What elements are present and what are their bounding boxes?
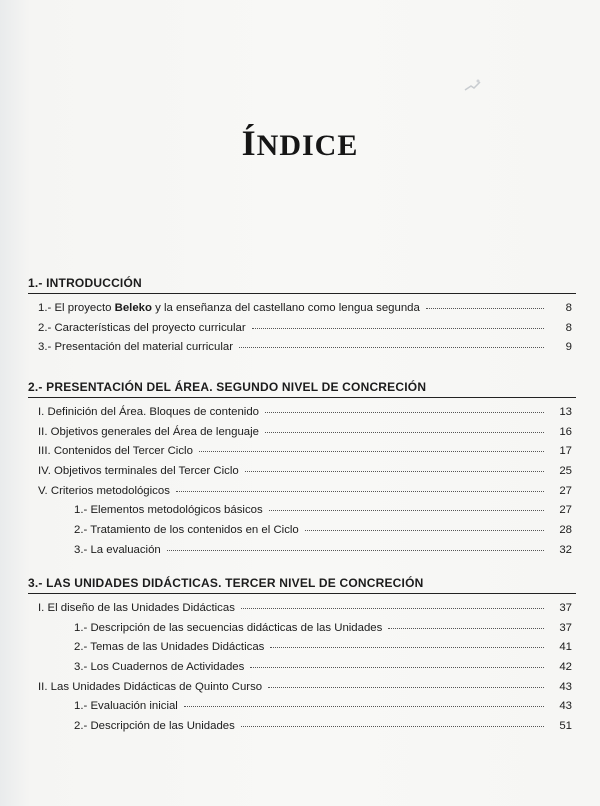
toc-entry-text — [38, 445, 193, 457]
toc-entry — [28, 700, 576, 720]
toc-entry-text-part: III. Contenidos del Tercer Ciclo — [38, 445, 193, 458]
toc-entry-text-part: y la enseñanza del castellano como lengua segunda — [151, 302, 420, 314]
toc-entry-text — [74, 524, 299, 536]
toc-entry — [28, 504, 576, 524]
toc-page-number: 27 — [559, 484, 572, 497]
toc-entry-text-part: II. Objetivos generales del Área de lenguaje — [38, 425, 259, 438]
toc-entry-text — [74, 544, 161, 556]
toc-entry-text-part: 3.- Presentación del material curricular — [38, 341, 233, 354]
toc-entry — [28, 602, 576, 622]
toc-entry-text — [38, 602, 235, 614]
toc-entry-text-part: 1.- El proyecto — [38, 302, 115, 314]
toc-entry-text — [38, 341, 233, 353]
title-initial: Í — [241, 123, 257, 163]
toc-entry-text-part: 3.- La evaluación — [74, 543, 161, 556]
toc-entry-text-part: II. Las Unidades Didácticas de Quinto Curso — [38, 680, 263, 693]
toc-entry-text — [74, 720, 235, 732]
dot-leader — [265, 431, 544, 433]
dot-leader — [176, 490, 544, 492]
toc-entry-text-part: V. Criterios metodológicos — [38, 484, 170, 497]
toc-entry-text-part: 1.- Descripción de las secuencias didácticas de las Unidades — [74, 621, 383, 634]
dot-leader — [241, 607, 544, 609]
toc-entry-text — [74, 661, 244, 673]
dot-leader — [268, 686, 544, 688]
toc-section-unidades-didacticas — [28, 576, 576, 740]
toc-entry — [28, 445, 576, 465]
toc-entry — [28, 661, 576, 681]
section-heading: 1.- INTRODUCCIÓN — [28, 276, 576, 294]
dot-leader — [167, 549, 544, 551]
toc-page-number: 43 — [559, 700, 572, 713]
toc-entry-text — [74, 504, 263, 516]
toc-entry-text-part: I. Definición del Área. Bloques de contenido — [38, 406, 259, 418]
toc-page-number: 8 — [565, 321, 572, 334]
section-heading: 3.- LAS UNIDADES DIDÁCTICAS. TERCER NIVEL DE CONCRECIÓN — [28, 576, 576, 594]
toc-page-number: 43 — [559, 680, 572, 693]
toc-page-number: 27 — [559, 504, 572, 517]
section-heading: 2.- PRESENTACIÓN DEL ÁREA. SEGUNDO NIVEL DE CONCRECIÓN — [28, 380, 576, 398]
toc-entry — [28, 426, 576, 446]
dot-leader — [241, 725, 544, 727]
toc-entry-text — [74, 700, 178, 712]
toc-entry-text-part: 3.- Los Cuadernos de Actividades — [74, 661, 245, 674]
section-entries — [28, 406, 576, 564]
dot-leader — [270, 646, 544, 648]
toc-entry-text-part: 2.- Descripción de las Unidades — [74, 720, 235, 733]
toc-page-number: 13 — [559, 406, 572, 418]
dot-leader — [305, 529, 544, 531]
toc-entry — [28, 322, 576, 342]
toc-entry — [28, 641, 576, 661]
section-entries — [28, 602, 576, 740]
toc-entry-text-part: 1.- Evaluación inicial — [74, 700, 178, 713]
toc-section-introduccion — [28, 276, 576, 361]
toc-entry — [28, 465, 576, 485]
toc-page-number: 16 — [559, 425, 572, 438]
toc-entry — [28, 524, 576, 544]
toc-entry — [28, 485, 576, 505]
toc-entry-text-part: 2.- Temas de las Unidades Didácticas — [74, 641, 265, 654]
toc-entry — [28, 720, 576, 740]
toc-page-number: 17 — [559, 445, 572, 458]
toc-entry-text — [74, 622, 382, 634]
toc-page-number: 51 — [559, 720, 572, 733]
toc-entry-text — [74, 641, 264, 653]
dot-leader — [184, 705, 544, 707]
toc-section-presentacion-area — [28, 380, 576, 564]
toc-page-number: 25 — [559, 465, 572, 478]
toc-entry-text — [38, 426, 259, 438]
dot-leader — [269, 509, 544, 511]
section-entries — [28, 302, 576, 361]
toc-entry-text-part: 2.- Tratamiento de los contenidos en el Ciclo — [74, 524, 299, 537]
page-title — [0, 122, 600, 164]
toc-entry-text — [38, 485, 170, 497]
toc-page-number: 9 — [565, 341, 572, 354]
dot-leader — [252, 327, 544, 329]
toc-page-number: 32 — [559, 543, 572, 556]
toc-entry-text — [38, 681, 262, 693]
scan-speck-mark — [462, 76, 484, 96]
toc-page-number: 42 — [559, 661, 572, 674]
toc-entry — [28, 406, 576, 426]
toc-page-number: 8 — [565, 302, 572, 314]
toc-entry — [28, 544, 576, 564]
dot-leader — [239, 346, 544, 348]
toc-entry — [28, 302, 576, 322]
toc-entry — [28, 681, 576, 701]
toc-entry-text-part: 1.- Elementos metodológicos básicos — [74, 504, 263, 517]
toc-page-number: 37 — [559, 621, 572, 634]
toc-entry-text-part: IV. Objetivos terminales del Tercer Ciclo — [38, 465, 239, 478]
toc-entry-text-part: I. El diseño de las Unidades Didácticas — [38, 602, 235, 614]
dot-leader — [245, 470, 544, 472]
toc-page-number: 41 — [559, 641, 572, 654]
toc-entry-text — [38, 465, 239, 477]
toc-entry-text — [38, 302, 420, 314]
toc-entry — [28, 341, 576, 361]
toc-page-number: 37 — [559, 602, 572, 614]
dot-leader — [265, 411, 544, 413]
toc-entry-text-part: 2.- Características del proyecto curricular — [38, 321, 246, 334]
dot-leader — [250, 666, 544, 668]
toc-entry — [28, 622, 576, 642]
toc-page-number: 28 — [559, 524, 572, 537]
dot-leader — [388, 627, 544, 629]
toc-entry-emphasis: Beleko — [114, 302, 152, 314]
toc-entry-text — [38, 322, 246, 334]
toc-entry-text — [38, 406, 259, 418]
title-rest: NDICE — [256, 129, 359, 162]
dot-leader — [199, 450, 544, 452]
dot-leader — [426, 307, 544, 309]
